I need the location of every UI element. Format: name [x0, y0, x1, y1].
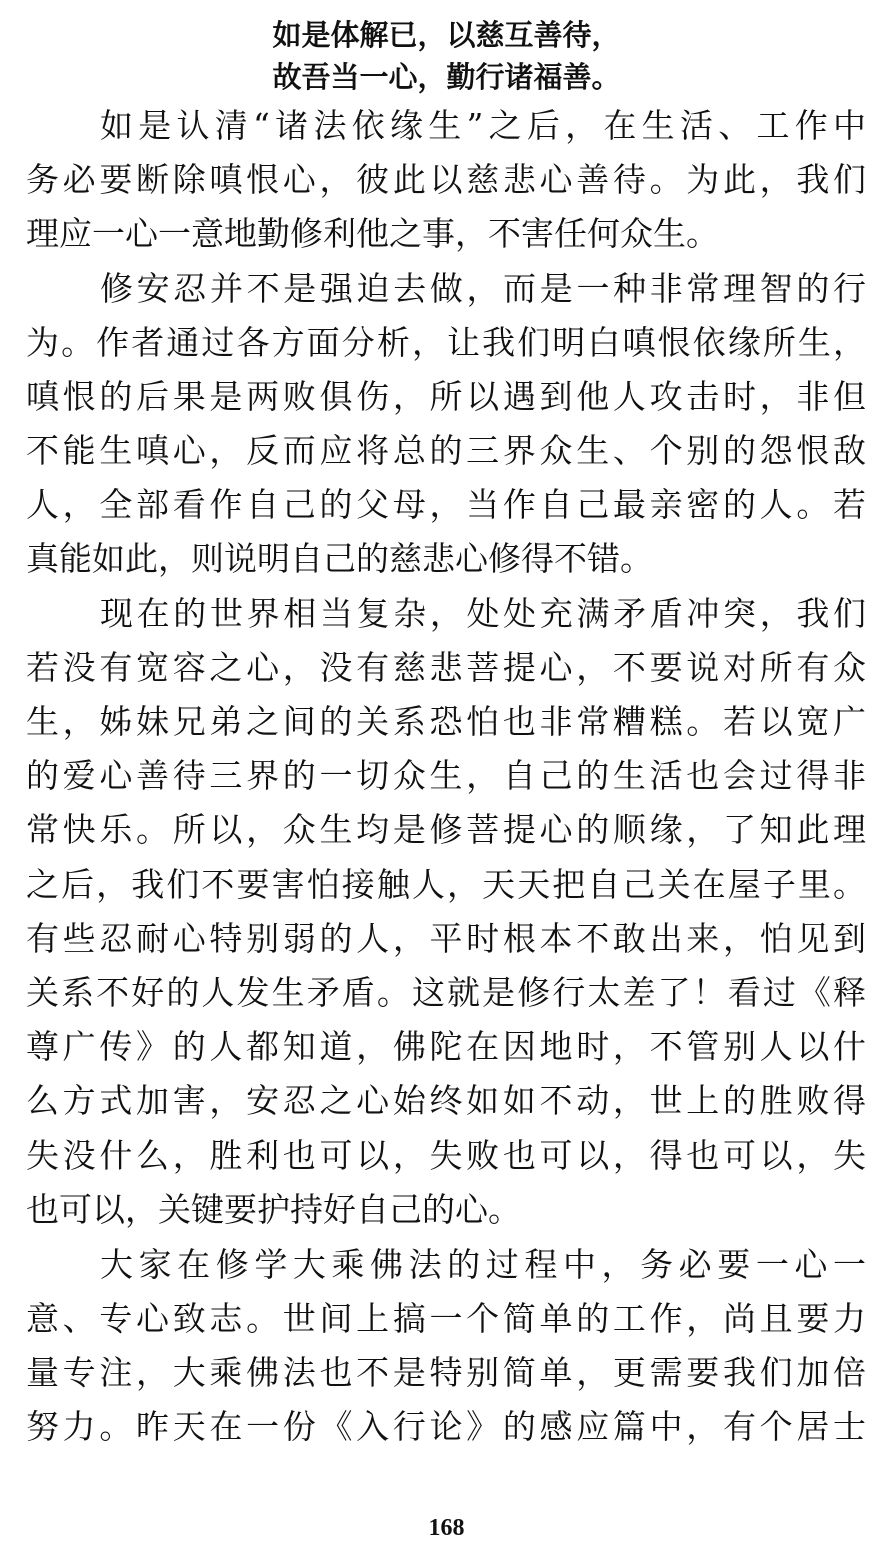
text-line: 量专注，大乘佛法也不是特别简单，更需要我们加倍 [26, 1353, 866, 1392]
text-line: 失没什么，胜利也可以，失败也可以，得也可以，失 [26, 1136, 866, 1175]
text-line: 常快乐。所以，众生均是修菩提心的顺缘，了知此理 [26, 810, 866, 849]
text-line: 意、专心致志。世间上搞一个简单的工作，尚且要力 [26, 1299, 866, 1338]
text-line: 为。作者通过各方面分析，让我们明白嗔恨依缘所生， [26, 323, 866, 362]
text-line: 努力。昨天在一份《入行论》的感应篇中，有个居士 [26, 1407, 866, 1446]
text-line: 修安忍并不是强迫去做，而是一种非常理智的行 [100, 269, 866, 308]
page-number: 168 [428, 1515, 465, 1541]
text-line: 生，姊妹兄弟之间的关系恐怕也非常糟糕。若以宽广 [26, 702, 866, 741]
text-line: 若没有宽容之心，没有慈悲菩提心，不要说对所有众 [26, 648, 866, 687]
verse-line-2: 故吾当一心，勤行诸福善。 [272, 60, 621, 94]
text-line: 之后，我们不要害怕接触人，天天把自己关在屋子里。 [26, 865, 866, 904]
text-line: 有些忍耐心特别弱的人，平时根本不敢出来，怕见到 [26, 919, 866, 958]
text-line: 大家在修学大乘佛法的过程中，务必要一心一 [100, 1245, 866, 1284]
text-line: 尊广传》的人都知道，佛陀在因地时，不管别人以什 [26, 1027, 866, 1066]
text-line: 也可以，关键要护持好自己的心。 [26, 1190, 521, 1229]
text-line: 关系不好的人发生矛盾。这就是修行太差了！看过《释 [26, 973, 866, 1012]
text-line: 如是认清“诸法依缘生”之后，在生活、工作中 [100, 106, 866, 145]
text-line: 人，全部看作自己的父母，当作自己最亲密的人。若 [26, 485, 866, 524]
verse-line-1: 如是体解已，以慈互善待， [272, 18, 621, 52]
text-line: 不能生嗔心，反而应将总的三界众生、个别的怨恨敌 [26, 431, 866, 470]
text-line: 真能如此，则说明自己的慈悲心修得不错。 [26, 539, 653, 578]
text-line: 嗔恨的后果是两败俱伤，所以遇到他人攻击时，非但 [26, 377, 866, 416]
text-line: 务必要断除嗔恨心，彼此以慈悲心善待。为此，我们 [26, 160, 866, 199]
text-line: 理应一心一意地勤修利他之事，不害任何众生。 [26, 214, 719, 253]
text-line: 么方式加害，安忍之心始终如如不动，世上的胜败得 [26, 1081, 866, 1120]
text-line: 的爱心善待三界的一切众生，自己的生活也会过得非 [26, 756, 866, 795]
text-line: 现在的世界相当复杂，处处充满矛盾冲突，我们 [100, 594, 866, 633]
